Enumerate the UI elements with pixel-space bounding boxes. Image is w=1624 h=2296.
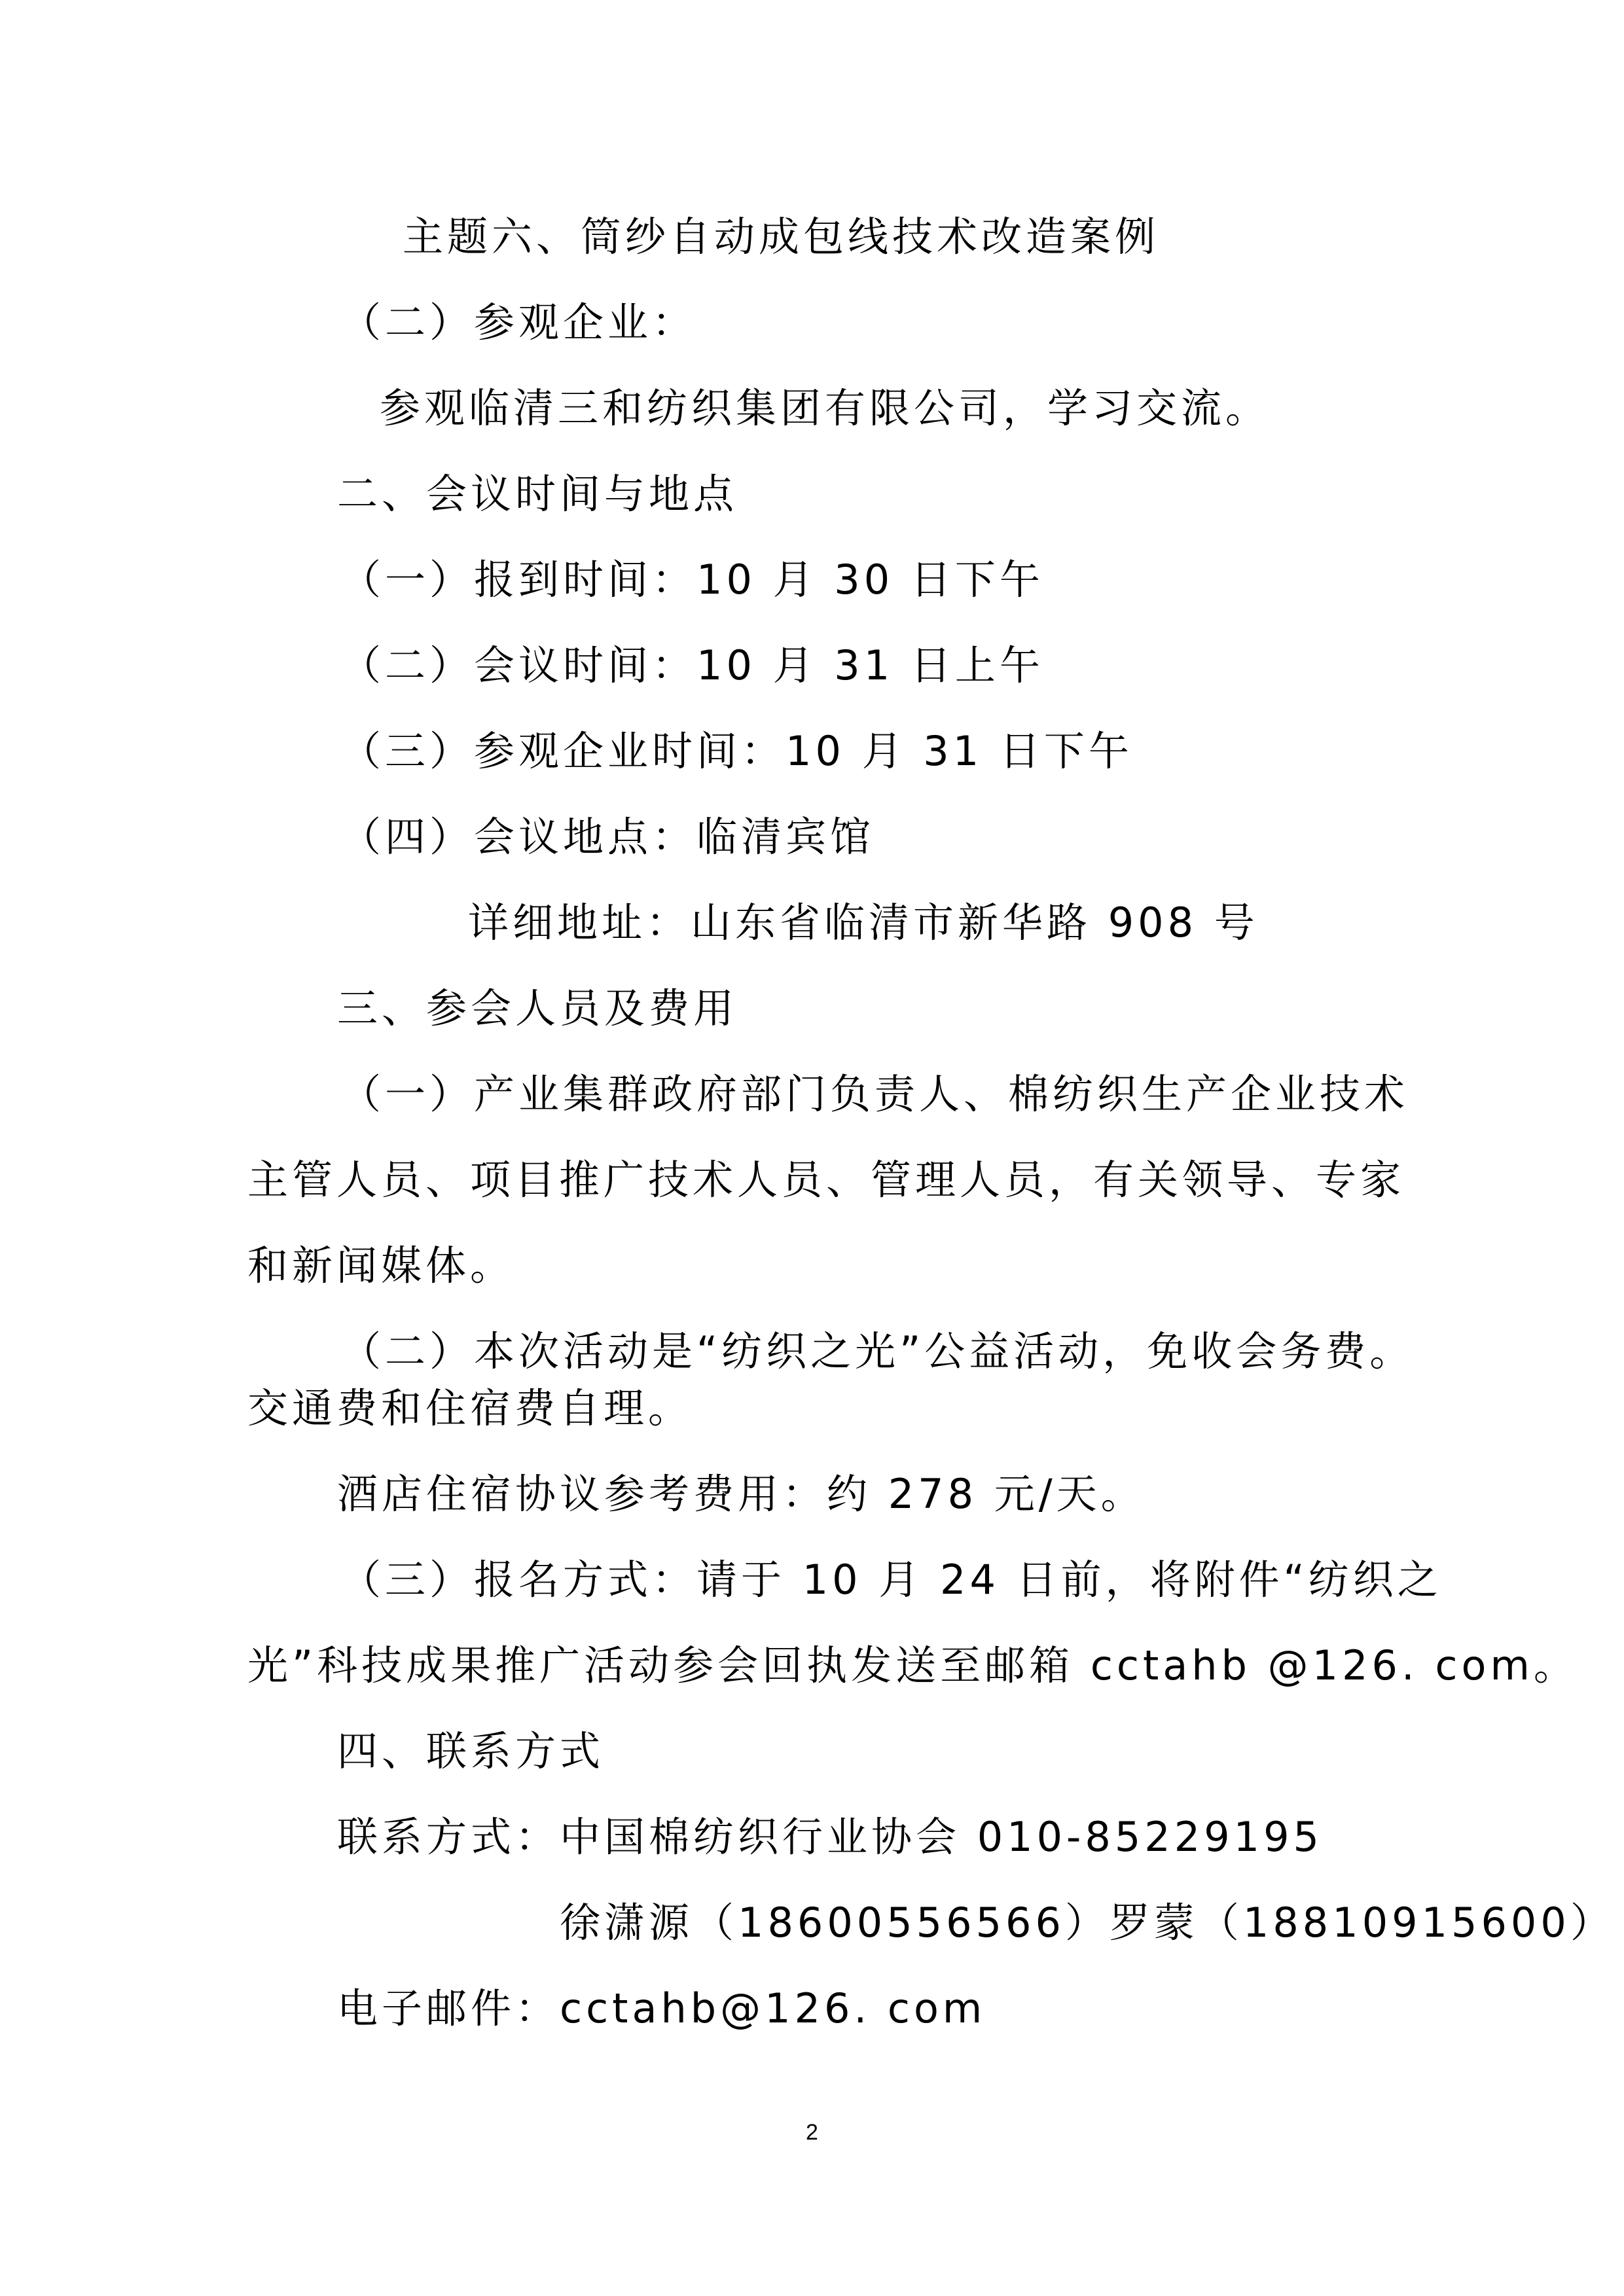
topic-six-line: 主题六、筒纱自动成包线技术改造案例 <box>403 213 1160 260</box>
fee-line-2: 交通费和住宿费自理。 <box>247 1384 693 1432</box>
subsection-visit-heading: （二）参观企业： <box>340 298 697 346</box>
meeting-venue: （四）会议地点：临清宾馆 <box>340 813 875 861</box>
venue-address: 详细地址：山东省临清市新华路 908 号 <box>468 899 1259 946</box>
section-three-heading: 三、参会人员及费用 <box>337 984 738 1032</box>
meeting-time: （二）会议时间：10 月 31 日上午 <box>340 641 1044 689</box>
contact-email: 电子邮件：cctahb@126. com <box>337 1984 986 2032</box>
section-four-heading: 四、联系方式 <box>337 1727 605 1775</box>
contact-info: 联系方式：中国棉纺织行业协会 010-85229195 <box>337 1813 1323 1861</box>
hotel-fee: 酒店住宿协议参考费用：约 278 元/天。 <box>337 1470 1146 1518</box>
contact-persons: 徐潇源（18600556566）罗蒙（18810915600） <box>560 1899 1615 1946</box>
page-number: 2 <box>806 2120 818 2145</box>
visit-company-text: 参观临清三和纺织集团有限公司，学习交流。 <box>380 384 1271 432</box>
section-two-heading: 二、会议时间与地点 <box>337 470 738 518</box>
attendees-line-2: 主管人员、项目推广技术人员、管理人员，有关领导、专家 <box>247 1156 1405 1204</box>
registration-line-2: 光”科技成果推广活动参会回执发送至邮箱 cctahb @126. com。 <box>247 1641 1578 1689</box>
attendees-line-3: 和新闻媒体。 <box>247 1242 515 1289</box>
attendees-line-1: （一）产业集群政府部门负责人、棉纺织生产企业技术 <box>340 1070 1409 1118</box>
registration-time: （一）报到时间：10 月 30 日下午 <box>340 556 1044 603</box>
fee-line-1: （二）本次活动是“纺织之光”公益活动，免收会务费。 <box>340 1327 1415 1375</box>
visit-time: （三）参观企业时间：10 月 31 日下午 <box>340 727 1133 775</box>
registration-line-1: （三）报名方式：请于 10 月 24 日前，将附件“纺织之 <box>340 1556 1442 1604</box>
